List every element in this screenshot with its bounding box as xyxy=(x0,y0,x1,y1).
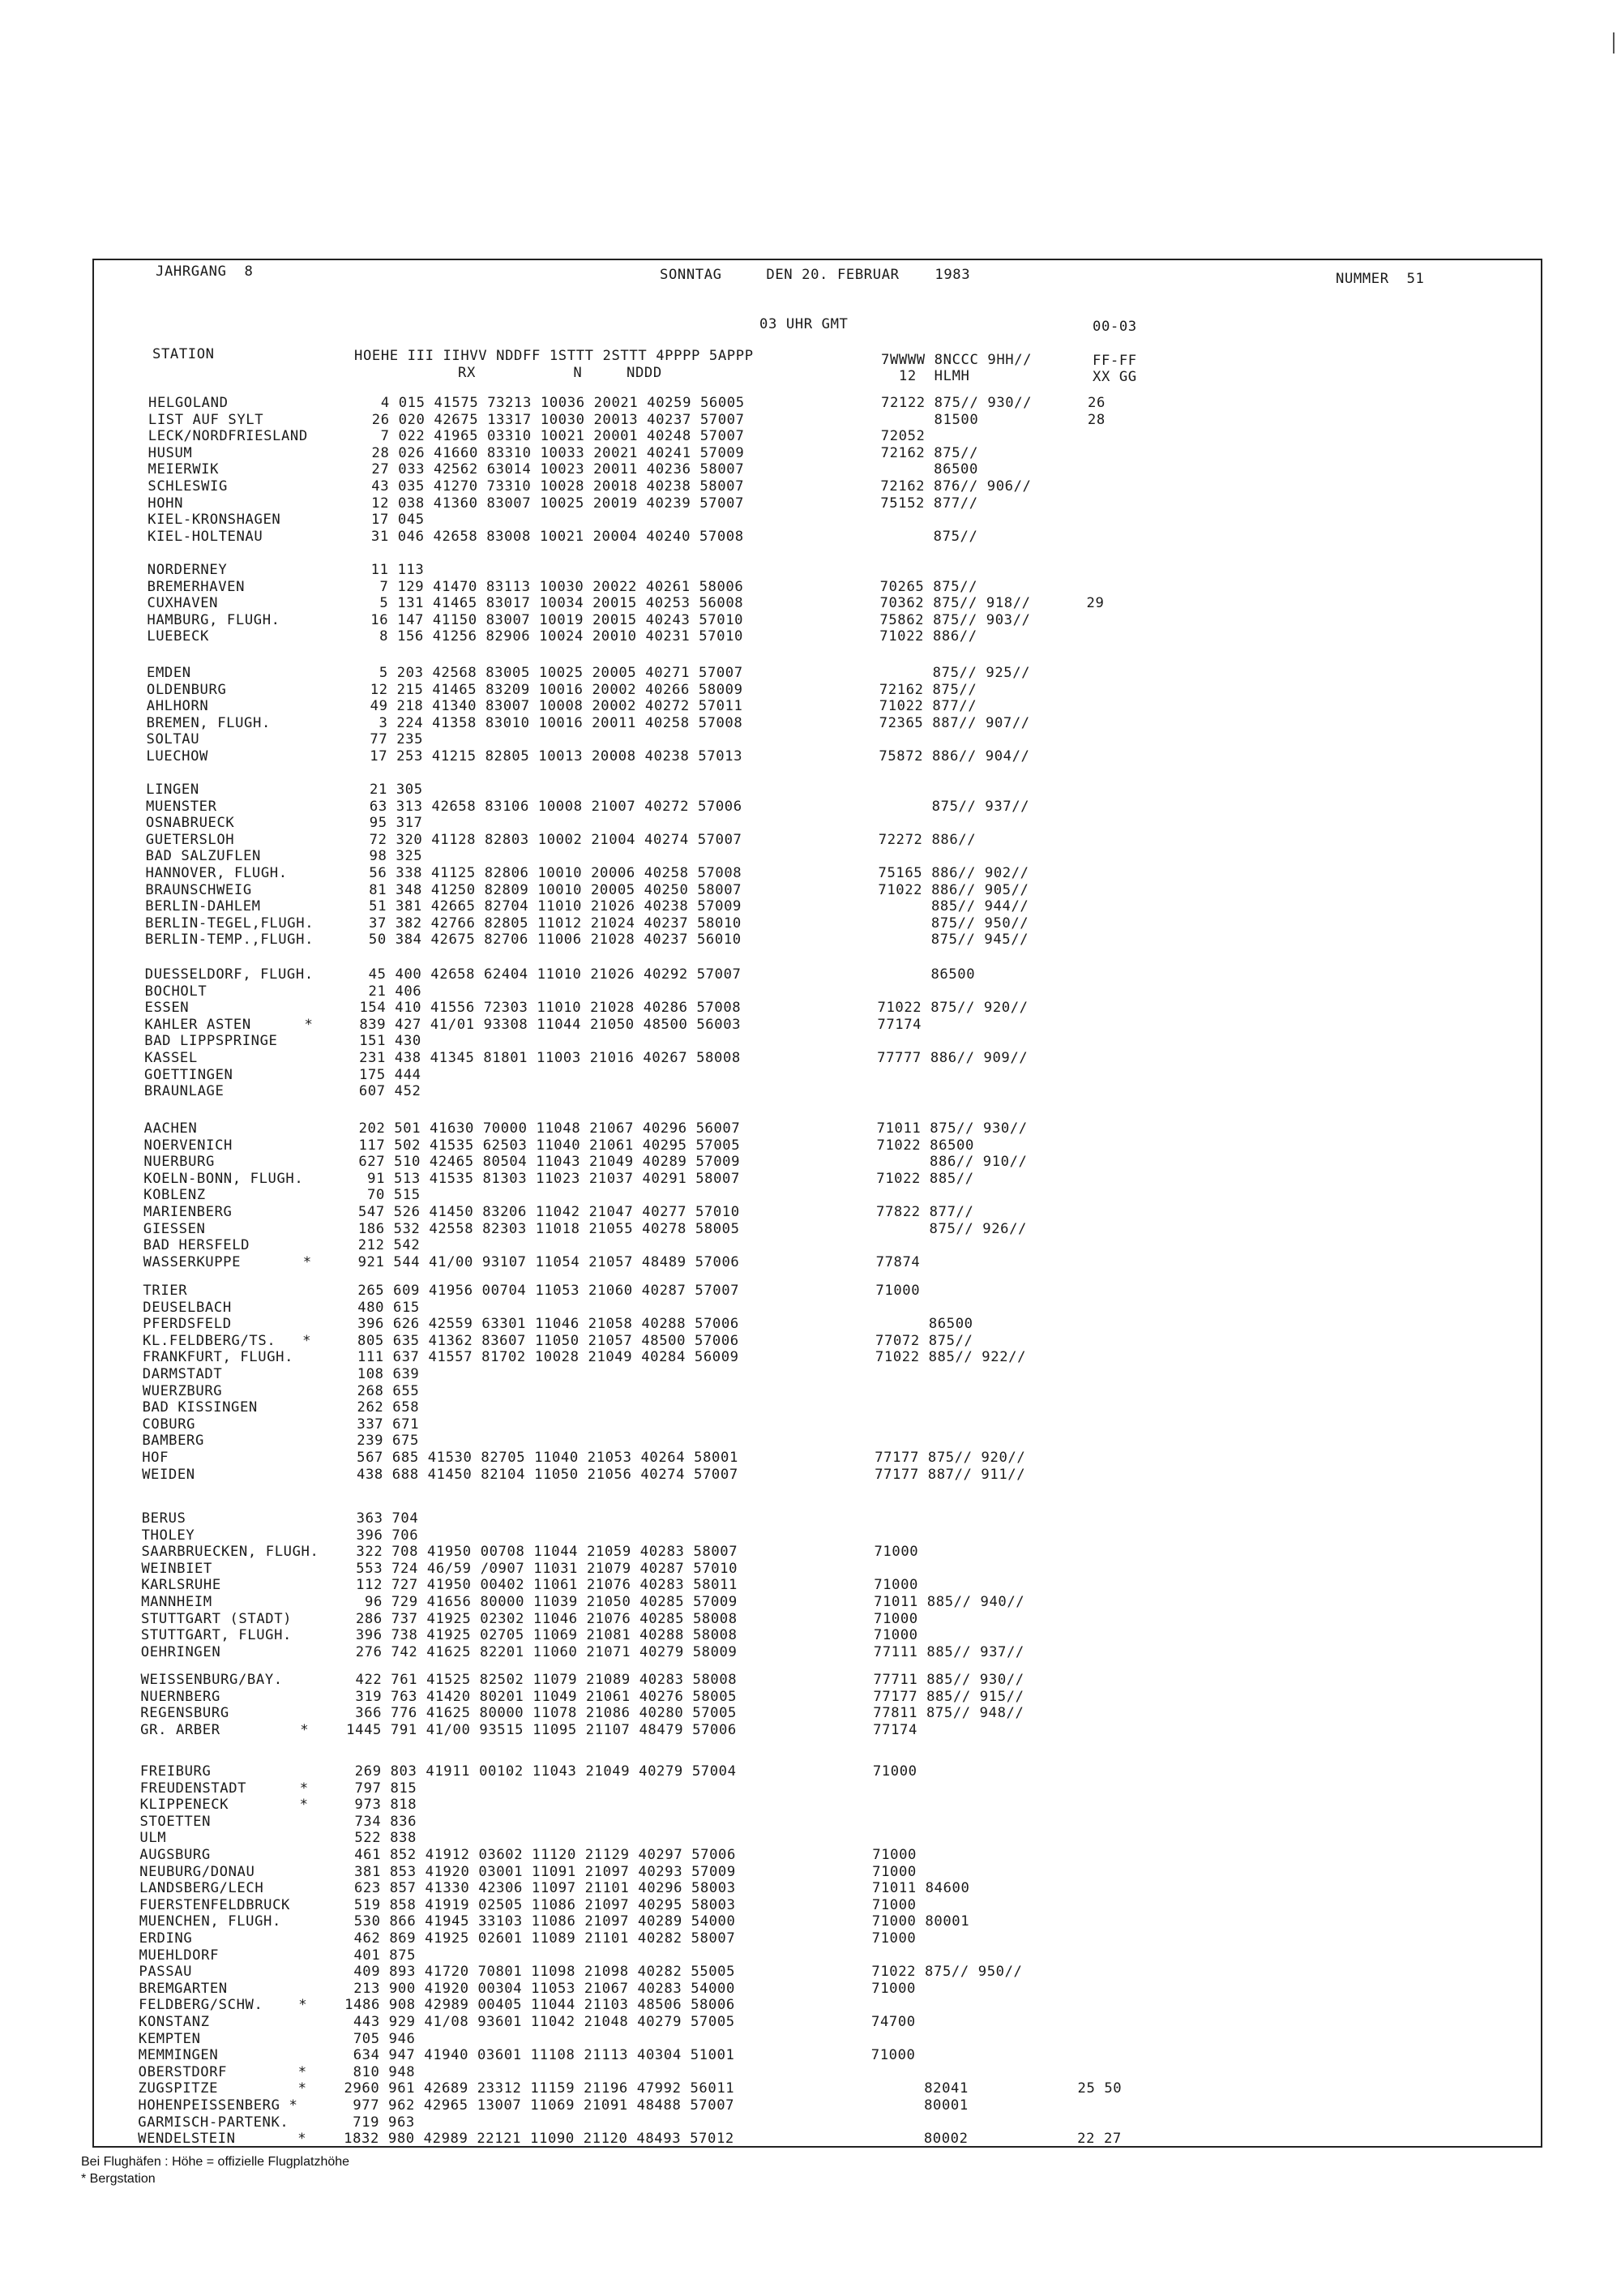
station-observation: 5 131 41465 83017 10034 20015 40253 56008 xyxy=(353,595,744,612)
station-supplementary: 77072 875// xyxy=(875,1332,973,1349)
day-date: SONNTAG DEN 20. FEBRUAR 1983 xyxy=(660,267,971,283)
station-supplementary: 72162 875// xyxy=(880,444,979,461)
station-observation: 202 501 41630 70000 11048 21067 40296 56007 xyxy=(349,1120,741,1137)
station-observation: 3 224 41358 83010 10016 20011 40258 57008 xyxy=(352,714,743,731)
column-subheader-wind: XX GG xyxy=(1093,369,1137,385)
station-supplementary: 71022 875// 920// xyxy=(877,1000,1029,1017)
station-observation: 151 430 xyxy=(350,1033,421,1050)
station-observation: 95 317 xyxy=(351,815,423,832)
station-observation: 77 235 xyxy=(352,731,424,748)
station-name: SCHLESWIG xyxy=(148,478,228,495)
station-observation: 45 400 42658 62404 11010 21026 40292 57007 xyxy=(350,966,742,983)
station-observation: 269 803 41911 00102 11043 21049 40279 57004 xyxy=(345,1763,737,1780)
station-observation: 154 410 41556 72303 11010 21028 40286 57008 xyxy=(350,1000,742,1017)
station-supplementary: 71011 84600 xyxy=(872,1880,970,1897)
station-observation: 70 515 xyxy=(349,1187,421,1204)
station-observation: 1832 980 42989 22121 11090 21120 48493 57012 xyxy=(344,2131,734,2148)
station-wind-gust: 22 27 xyxy=(1077,2131,1122,2148)
station-name: WEISSENBURG/BAY. xyxy=(140,1672,283,1688)
station-supplementary: 77111 885// 937// xyxy=(873,1643,1024,1660)
station-name: FREIBURG xyxy=(139,1763,212,1780)
station-name: KOELN-BONN, FLUGH. xyxy=(143,1170,304,1187)
station-name: ULM xyxy=(139,1830,167,1847)
station-supplementary: 71011 885// 940// xyxy=(874,1594,1025,1610)
station-observation: 401 875 xyxy=(344,1947,417,1964)
station-supplementary: 71000 xyxy=(874,1544,919,1561)
station-observation: 27 033 42562 63014 10023 20011 40236 58007 xyxy=(353,461,745,478)
station-supplementary: 71022 886// 905// xyxy=(878,881,1029,898)
station-observation: 175 444 xyxy=(350,1066,421,1083)
station-supplementary: 71000 xyxy=(871,1896,917,1913)
station-name: WUERZBURG xyxy=(142,1382,223,1399)
station-name: FELDBERG/SCHW. * xyxy=(139,1997,308,2014)
station-name: BAD HERSFELD xyxy=(143,1237,250,1254)
station-name: KASSEL xyxy=(144,1050,198,1066)
station-observation: 12 215 41465 83209 10016 20002 40266 58009 xyxy=(352,681,743,698)
station-wind-gust: 29 xyxy=(1086,595,1105,612)
station-name: STOETTEN xyxy=(139,1813,212,1830)
station-observation: 108 639 xyxy=(348,1366,420,1382)
station-observation: 5 203 42568 83005 10025 20005 40271 57007 xyxy=(353,665,743,681)
station-supplementary: 77874 xyxy=(875,1253,921,1270)
station-supplementary: 80002 xyxy=(870,2131,969,2148)
station-supplementary: 72272 886// xyxy=(878,831,977,848)
station-name: HOF xyxy=(142,1450,169,1466)
station-observation: 213 900 41920 00304 11053 21067 40283 54000 xyxy=(344,1980,735,1997)
station-name: NUERNBERG xyxy=(140,1688,220,1705)
station-observation: 96 729 41656 80000 11039 21050 40285 57009 xyxy=(347,1594,738,1610)
station-name: LUEBECK xyxy=(147,628,209,645)
station-observation: 553 724 46/59 /0907 11031 21079 40287 57010 xyxy=(347,1560,738,1577)
station-observation: 91 513 41535 81303 11023 21037 40291 58007 xyxy=(349,1170,740,1187)
station-name: KIEL-HOLTENAU xyxy=(148,528,263,545)
station-name: KARLSRUHE xyxy=(141,1577,221,1594)
station-observation: 547 526 41450 83206 11042 21047 40277 57010 xyxy=(349,1204,740,1220)
station-supplementary: 72162 876// 906// xyxy=(880,478,1032,495)
station-name: BAD LIPPSPRINGE xyxy=(144,1033,278,1050)
station-name: TRIER xyxy=(143,1283,188,1299)
station-name: KEMPTEN xyxy=(138,2030,201,2047)
station-supplementary: 71011 875// 930// xyxy=(876,1120,1028,1137)
station-supplementary: 74700 xyxy=(871,2014,916,2030)
station-wind-gust: 28 xyxy=(1087,411,1106,428)
station-name: GARMISCH-PARTENK. xyxy=(138,2114,289,2131)
station-name: NUERBURG xyxy=(143,1154,215,1171)
station-supplementary: 71000 xyxy=(870,2047,916,2064)
station-name: HOHN xyxy=(148,495,184,512)
station-supplementary: 875// 945// xyxy=(878,932,1029,949)
station-supplementary: 875// 937// xyxy=(879,798,1030,815)
station-observation: 21 406 xyxy=(350,983,422,1000)
station-supplementary: 75165 886// 902// xyxy=(878,865,1029,881)
station-supplementary: 75862 875// 903// xyxy=(879,611,1031,628)
station-name: FRANKFURT, FLUGH. xyxy=(142,1349,294,1366)
station-observation: 72 320 41128 82803 10002 21004 40274 57007 xyxy=(351,831,742,848)
station-supplementary: 71000 xyxy=(875,1283,921,1299)
station-name: HELGOLAND xyxy=(148,395,229,411)
station-name: ZUGSPITZE * xyxy=(138,2080,307,2097)
station-supplementary: 71022 877// xyxy=(879,698,977,715)
station-name: BREMEN, FLUGH. xyxy=(146,714,271,731)
station-name: BERUS xyxy=(141,1510,186,1527)
station-name: PASSAU xyxy=(139,1964,193,1981)
station-name: OEHRINGEN xyxy=(140,1643,221,1660)
station-supplementary: 75872 886// 904// xyxy=(879,748,1030,765)
station-observation: 26 020 42675 13317 10030 20013 40237 57007 xyxy=(353,411,745,428)
station-name: OBERSTDORF * xyxy=(138,2063,307,2080)
station-observation: 49 218 41340 83007 10008 20002 40272 57011 xyxy=(352,698,743,715)
station-supplementary: 885// 944// xyxy=(878,898,1029,915)
station-column-header: STATION xyxy=(152,346,215,362)
station-name: BRAUNLAGE xyxy=(143,1083,225,1100)
station-name: THOLEY xyxy=(141,1527,195,1544)
station-supplementary: 75152 877// xyxy=(880,495,978,512)
station-supplementary: 71000 xyxy=(872,1847,917,1863)
station-observation: 286 737 41925 02302 11046 21076 40285 58008 xyxy=(347,1610,738,1627)
station-name: BERLIN-DAHLEM xyxy=(145,898,261,915)
station-wind-gust: 26 xyxy=(1088,395,1106,411)
station-name: BAMBERG xyxy=(142,1433,204,1450)
station-observation: 363 704 xyxy=(347,1510,419,1527)
station-name: LINGEN xyxy=(146,782,199,798)
station-observation: 337 671 xyxy=(348,1416,420,1433)
station-observation: 4 015 41575 73213 10036 20021 40259 56005 xyxy=(354,395,745,411)
station-observation: 28 026 41660 83310 10033 20021 40241 57009 xyxy=(353,444,745,461)
station-supplementary: 71000 xyxy=(873,1627,918,1644)
station-supplementary: 77177 887// 911// xyxy=(875,1466,1026,1483)
station-observation: 231 438 41345 81801 11003 21016 40267 58008 xyxy=(350,1050,741,1066)
station-supplementary: 71022 86500 xyxy=(876,1137,974,1154)
station-name: HANNOVER, FLUGH. xyxy=(145,865,288,881)
station-observation: 43 035 41270 73310 10028 20018 40238 58007 xyxy=(353,478,745,495)
station-name: KL.FELDBERG/TS. * xyxy=(143,1332,312,1349)
station-supplementary: 71000 xyxy=(874,1610,918,1627)
station-supplementary: 71000 80001 xyxy=(871,1913,970,1930)
station-name: ESSEN xyxy=(144,1000,190,1017)
column-subheader-main: RX N NDDD xyxy=(458,365,662,381)
station-observation: 117 502 41535 62503 11040 21061 40295 57005 xyxy=(349,1137,741,1154)
station-wind-gust: 25 50 xyxy=(1077,2080,1123,2097)
station-name: GOETTINGEN xyxy=(144,1066,233,1083)
station-supplementary: 875// 925// xyxy=(879,665,1031,681)
station-name: NOERVENICH xyxy=(143,1137,233,1154)
station-supplementary: 70362 875// 918// xyxy=(879,595,1031,612)
station-name: BAD SALZUFLEN xyxy=(145,848,261,865)
station-observation: 734 836 xyxy=(345,1813,417,1830)
station-observation: 810 948 xyxy=(344,2063,416,2080)
station-name: BAD KISSINGEN xyxy=(142,1399,258,1416)
station-supplementary: 72122 875// 930// xyxy=(881,395,1033,411)
station-name: LANDSBERG/LECH xyxy=(139,1880,264,1897)
station-observation: 396 626 42559 63301 11046 21058 40288 57006 xyxy=(349,1316,739,1333)
station-supplementary: 86500 xyxy=(875,1316,973,1333)
station-observation: 366 776 41625 80000 11078 21086 40280 57005 xyxy=(346,1705,737,1722)
station-name: GUETERSLOH xyxy=(145,831,235,848)
station-observation: 265 609 41956 00704 11053 21060 40287 57007 xyxy=(349,1283,740,1299)
station-observation: 56 338 41125 82806 10010 20006 40258 57008 xyxy=(351,865,742,881)
station-observation: 2960 961 42689 23312 11159 21196 47992 56011 xyxy=(344,2080,735,2097)
station-observation: 112 727 41950 00402 11061 21076 40283 58011 xyxy=(347,1577,738,1594)
station-observation: 921 544 41/00 93107 11054 21057 48489 57006 xyxy=(349,1253,740,1270)
station-supplementary: 80001 xyxy=(870,2097,969,2114)
station-name: WEINBIET xyxy=(141,1560,212,1577)
column-subheader-extra: 12 HLMH xyxy=(881,368,970,384)
station-name: MARIENBERG xyxy=(143,1204,233,1220)
station-name: FUERSTENFELDBRUCK xyxy=(139,1896,290,1913)
station-name: EMDEN xyxy=(147,665,191,681)
station-name: AACHEN xyxy=(143,1120,198,1137)
station-name: MEMMINGEN xyxy=(138,2047,219,2064)
station-name: WEIDEN xyxy=(142,1466,195,1483)
station-observation: 63 313 42658 83106 10008 21007 40272 57006 xyxy=(352,798,742,815)
station-observation: 276 742 41625 82201 11060 21071 40279 58009 xyxy=(346,1643,738,1660)
station-name: WENDELSTEIN * xyxy=(138,2131,307,2148)
station-observation: 627 510 42465 80504 11043 21049 40289 57009 xyxy=(349,1154,741,1171)
footnote-airports: Bei Flughäfen : Höhe = offizielle Flugplatzhöhe xyxy=(81,2155,350,2169)
station-observation: 480 615 xyxy=(349,1299,420,1316)
station-observation: 31 046 42658 83008 10021 20004 40240 57008 xyxy=(353,528,744,545)
station-supplementary: 71022 885// 922// xyxy=(875,1349,1027,1366)
station-supplementary: 77174 xyxy=(873,1721,917,1738)
station-supplementary: 71022 886// xyxy=(879,628,977,645)
table-frame xyxy=(92,259,1542,2148)
station-observation: 973 818 xyxy=(345,1797,417,1814)
station-supplementary: 82041 xyxy=(870,2080,969,2097)
station-name: GR. ARBER * xyxy=(140,1721,310,1738)
station-observation: 623 857 41330 42306 11097 21101 40296 58003 xyxy=(345,1880,736,1897)
station-observation: 7 022 41965 03310 10021 20001 40248 57007 xyxy=(353,428,745,445)
station-name: FREUDENSTADT * xyxy=(139,1780,309,1797)
station-supplementary: 86500 xyxy=(877,966,976,983)
station-observation: 530 866 41945 33103 11086 21097 40289 54000 xyxy=(344,1913,736,1930)
station-name: NEUBURG/DONAU xyxy=(139,1863,255,1880)
station-name: KOBLENZ xyxy=(143,1187,206,1204)
jahrgang-label: JAHRGANG 8 xyxy=(156,263,254,280)
station-supplementary: 71000 xyxy=(872,1863,917,1880)
station-observation: 396 738 41925 02705 11069 21081 40288 58008 xyxy=(346,1627,738,1644)
station-name: LIST AUF SYLT xyxy=(148,411,264,428)
station-observation: 98 325 xyxy=(351,848,423,865)
station-observation: 422 761 41525 82502 11079 21089 40283 58008 xyxy=(346,1672,738,1688)
station-observation: 37 382 42766 82805 11012 21024 40237 58010 xyxy=(351,915,742,932)
station-supplementary: 71000 xyxy=(871,1980,916,1997)
column-header-main: HOEHE III IIHVV NDDFF 1STTT 2STTT 4PPPP 5APPP xyxy=(354,348,754,364)
station-supplementary: 77174 xyxy=(877,1016,922,1033)
station-observation: 438 688 41450 82104 11050 21056 40274 57007 xyxy=(348,1466,738,1483)
station-supplementary: 875// xyxy=(880,528,978,545)
station-name: NORDERNEY xyxy=(147,562,228,578)
station-observation: 16 147 41150 83007 10019 20015 40243 57010 xyxy=(353,611,744,628)
station-name: SAARBRUECKEN, FLUGH. xyxy=(141,1544,319,1561)
station-name: BERLIN-TEGEL,FLUGH. xyxy=(145,915,314,932)
station-observation: 81 348 41250 82809 10010 20005 40250 58007 xyxy=(351,881,742,898)
station-observation: 607 452 xyxy=(349,1083,421,1100)
station-supplementary: 77177 885// 915// xyxy=(873,1688,1024,1705)
station-observation: 805 635 41362 83607 11050 21057 48500 57006 xyxy=(349,1332,739,1349)
station-name: DEUSELBACH xyxy=(143,1299,232,1316)
station-supplementary: 77811 875// 948// xyxy=(873,1705,1024,1722)
station-observation: 111 637 41557 81702 10028 21049 40284 56009 xyxy=(348,1349,739,1366)
station-name: SOLTAU xyxy=(146,731,200,748)
station-observation: 719 963 xyxy=(344,2114,415,2131)
station-supplementary: 72365 887// 907// xyxy=(879,714,1030,731)
station-observation: 519 858 41919 02505 11086 21097 40295 58003 xyxy=(344,1896,736,1913)
station-supplementary: 875// 926// xyxy=(875,1220,1027,1237)
station-name: HOHENPEISSENBERG * xyxy=(138,2097,298,2114)
station-name: MUEHLDORF xyxy=(139,1947,220,1964)
station-supplementary: 77777 886// 909// xyxy=(877,1050,1029,1066)
station-name: PFERDSFELD xyxy=(143,1316,232,1333)
station-observation: 839 427 41/01 93308 11044 21050 48500 56003 xyxy=(350,1016,742,1033)
station-observation: 381 853 41920 03001 11091 21097 40293 57009 xyxy=(345,1863,736,1880)
station-observation: 634 947 41940 03601 11108 21113 40304 51001 xyxy=(344,2047,735,2064)
station-supplementary: 71000 xyxy=(874,1577,918,1594)
station-supplementary: 72162 875// xyxy=(879,681,977,698)
station-name: CUXHAVEN xyxy=(147,595,219,612)
station-name: WASSERKUPPE * xyxy=(143,1253,312,1270)
station-name: ERDING xyxy=(139,1930,193,1947)
station-observation: 268 655 xyxy=(348,1382,420,1399)
station-supplementary: 71022 885// xyxy=(876,1170,974,1187)
station-name: MANNHEIM xyxy=(141,1594,212,1610)
station-name: BRAUNSCHWEIG xyxy=(145,881,252,898)
station-observation: 8 156 41256 82906 10024 20010 40231 57010 xyxy=(353,628,743,645)
column-header-extra: 7WWWW 8NCCC 9HH// xyxy=(881,352,1033,368)
station-name: HAMBURG, FLUGH. xyxy=(147,611,280,628)
station-observation: 396 706 xyxy=(347,1527,419,1544)
issue-number: NUMMER 51 xyxy=(1336,271,1425,287)
station-observation: 7 129 41470 83113 10030 20022 40261 58006 xyxy=(353,578,744,595)
station-observation: 212 542 xyxy=(349,1237,421,1254)
time-code: 00-03 xyxy=(1093,319,1137,335)
station-name: BREMGARTEN xyxy=(139,1980,228,1997)
station-observation: 12 038 41360 83007 10025 20019 40239 57007 xyxy=(353,495,744,512)
station-supplementary: 86500 xyxy=(880,461,978,478)
station-observation: 1486 908 42989 00405 11044 21103 48506 58006 xyxy=(344,1997,735,2014)
station-observation: 17 253 41215 82805 10013 20008 40238 57013 xyxy=(352,748,743,765)
station-name: AUGSBURG xyxy=(139,1847,211,1863)
station-observation: 322 708 41950 00708 11044 21059 40283 58007 xyxy=(347,1544,738,1561)
station-observation: 409 893 41720 70801 11098 21098 40282 55005 xyxy=(344,1964,736,1981)
station-name: BERLIN-TEMP.,FLUGH. xyxy=(145,932,314,949)
station-name: MEIERWIK xyxy=(148,461,220,478)
station-name: GIESSEN xyxy=(143,1220,206,1237)
station-name: LECK/NORDFRIESLAND xyxy=(148,428,308,445)
observation-time: 03 UHR GMT xyxy=(759,316,849,332)
station-supplementary: 886// 910// xyxy=(876,1154,1028,1171)
station-supplementary: 77711 885// 930// xyxy=(873,1672,1024,1688)
station-observation: 186 532 42558 82303 11018 21055 40278 58005 xyxy=(349,1220,740,1237)
station-supplementary: 875// 950// xyxy=(878,915,1029,932)
station-name: MUENSTER xyxy=(146,798,217,815)
station-observation: 705 946 xyxy=(344,2030,416,2047)
station-observation: 567 685 41530 82705 11040 21053 40264 58001 xyxy=(348,1450,738,1466)
column-header-wind: FF-FF xyxy=(1093,353,1137,369)
station-supplementary: 71000 xyxy=(871,1930,917,1947)
station-supplementary: 70265 875// xyxy=(879,578,978,595)
station-observation: 977 962 42965 13007 11069 21091 48488 57007 xyxy=(344,2097,735,2114)
station-observation: 17 045 xyxy=(353,512,425,529)
station-name: COBURG xyxy=(142,1416,196,1433)
station-observation: 50 384 42675 82706 11006 21028 40237 56010 xyxy=(351,932,742,949)
station-name: STUTTGART, FLUGH. xyxy=(140,1627,292,1644)
station-name: KONSTANZ xyxy=(139,2014,210,2030)
station-observation: 21 305 xyxy=(352,782,423,798)
station-observation: 11 113 xyxy=(353,562,425,578)
station-name: DARMSTADT xyxy=(142,1366,223,1382)
station-supplementary: 77822 877// xyxy=(876,1204,974,1220)
station-name: AHLHORN xyxy=(146,698,209,715)
station-name: OSNABRUECK xyxy=(145,815,235,832)
edge-mark xyxy=(1613,32,1615,54)
station-name: LUECHOW xyxy=(146,748,209,765)
station-observation: 522 838 xyxy=(345,1830,417,1847)
station-observation: 797 815 xyxy=(345,1780,417,1797)
station-name: DUESSELDORF, FLUGH. xyxy=(144,966,314,983)
station-observation: 319 763 41420 80201 11049 21061 40276 58005 xyxy=(346,1688,738,1705)
station-name: STUTTGART (STADT) xyxy=(141,1610,293,1627)
station-name: REGENSBURG xyxy=(140,1705,229,1722)
station-observation: 51 381 42665 82704 11010 21026 40238 57009 xyxy=(351,898,742,915)
station-observation: 262 658 xyxy=(348,1399,420,1416)
station-name: HUSUM xyxy=(148,444,193,461)
station-observation: 239 675 xyxy=(348,1433,419,1450)
station-supplementary: 77177 875// 920// xyxy=(875,1450,1026,1466)
station-supplementary: 81500 xyxy=(880,411,979,428)
station-name: BOCHOLT xyxy=(144,983,207,1000)
station-observation: 1445 791 41/00 93515 11095 21107 48479 57006 xyxy=(346,1721,737,1738)
station-name: KIEL-KRONSHAGEN xyxy=(148,512,281,529)
station-supplementary: 72052 xyxy=(880,428,926,445)
footnote-mountain-station: * Bergstation xyxy=(81,2172,156,2186)
station-observation: 462 869 41925 02601 11089 21101 40282 58007 xyxy=(344,1930,736,1947)
station-name: BREMERHAVEN xyxy=(147,578,246,595)
station-supplementary: 71022 875// 950// xyxy=(871,1964,1023,1981)
station-name: KLIPPENECK * xyxy=(139,1797,309,1814)
station-name: MUENCHEN, FLUGH. xyxy=(139,1913,281,1930)
station-supplementary: 71000 xyxy=(872,1763,917,1780)
station-name: KAHLER ASTEN * xyxy=(144,1016,314,1033)
station-observation: 461 852 41912 03602 11120 21129 40297 57006 xyxy=(345,1847,736,1863)
station-observation: 443 929 41/08 93601 11042 21048 40279 57005 xyxy=(344,2014,735,2030)
station-name: OLDENBURG xyxy=(146,681,227,698)
